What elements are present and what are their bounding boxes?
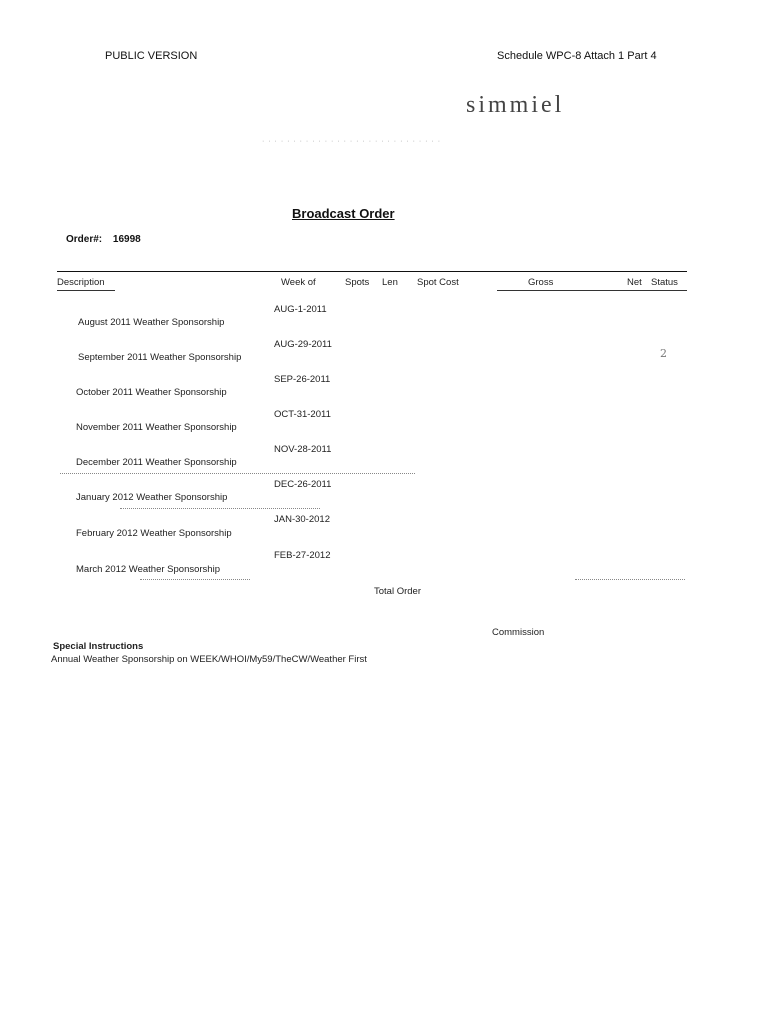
company-logo: simmiel [466,92,565,118]
scan-artifact-line [140,579,250,580]
table-top-rule [57,271,687,272]
col-len: Len [382,277,398,288]
scan-artifact-line [120,508,320,509]
row-week: NOV-28-2011 [274,444,332,455]
col-week-of: Week of [281,277,316,288]
description-underline [57,290,115,291]
row-description: December 2011 Weather Sponsorship [76,457,237,468]
document-title: Broadcast Order [292,206,395,221]
row-week: AUG-1-2011 [274,304,327,315]
commission-label: Commission [492,627,545,638]
col-spots: Spots [345,277,370,288]
handwritten-mark: 2 [660,347,667,360]
total-order-label: Total Order [374,586,421,597]
col-gross: Gross [528,277,554,288]
order-label: Order#: [66,234,103,245]
row-week: JAN-30-2012 [274,514,330,525]
special-instructions-text: Annual Weather Sponsorship on WEEK/WHOI/My59/TheCW/Weather First [51,654,367,665]
col-status: Status [651,277,678,288]
gross-net-underline [497,290,687,291]
row-description: August 2011 Weather Sponsorship [78,317,225,328]
public-version-label: PUBLIC VERSION [105,50,198,62]
row-description: March 2012 Weather Sponsorship [76,564,220,575]
special-instructions-heading: Special Instructions [53,641,144,652]
row-description: November 2011 Weather Sponsorship [76,422,237,433]
row-description: September 2011 Weather Sponsorship [78,352,242,363]
col-description: Description [57,277,105,288]
schedule-reference: Schedule WPC-8 Attach 1 Part 4 [497,50,657,62]
scan-artifact-line [60,473,415,474]
scan-artifact-line [575,579,685,580]
row-week: SEP-26-2011 [274,374,331,385]
col-spot-cost: Spot Cost [417,277,459,288]
row-description: February 2012 Weather Sponsorship [76,528,232,539]
faint-address-line: · · · · · · · · · · · · · · · · · · · · · · · · · · · · · [262,138,442,145]
row-week: FEB-27-2012 [274,550,331,561]
col-net: Net [627,277,642,288]
order-number: 16998 [112,234,141,245]
row-week: DEC-26-2011 [274,479,332,490]
row-week: OCT-31-2011 [274,409,331,420]
row-description: January 2012 Weather Sponsorship [76,492,228,503]
order-number-label [66,234,141,245]
row-week: AUG-29-2011 [274,339,332,350]
row-description: October 2011 Weather Sponsorship [76,387,227,398]
